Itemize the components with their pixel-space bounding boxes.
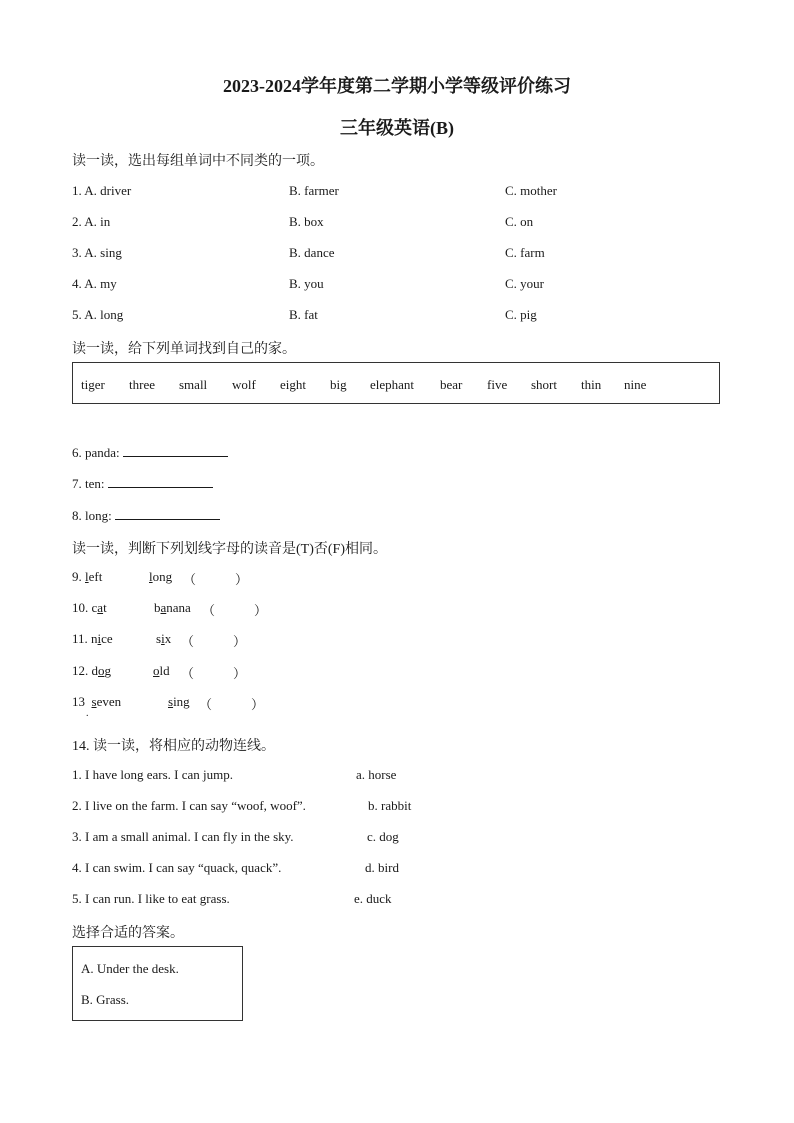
- q4-option-b: B. you: [289, 276, 324, 291]
- q11-word2-underlined: i: [161, 631, 165, 646]
- q8-label: 8. long:: [72, 508, 112, 523]
- q12-word1-underlined: o: [98, 663, 105, 678]
- word-bank-item: tiger: [81, 377, 105, 392]
- match-animal[interactable]: d. bird: [365, 860, 399, 875]
- q11-word1-underlined: i: [97, 631, 102, 646]
- word-bank-item: five: [487, 377, 508, 392]
- q12-word1-prefix: d: [91, 663, 98, 678]
- word-bank-item: bear: [440, 377, 463, 392]
- q13-word2: [168, 694, 190, 710]
- q9-word2: [149, 569, 172, 585]
- q11-word1-prefix: n: [91, 631, 98, 646]
- q9-answer-paren[interactable]: （ ）: [183, 572, 249, 587]
- q11-word1-suffix: ce: [101, 631, 113, 646]
- word-bank-item: wolf: [232, 377, 256, 392]
- page-subtitle: 三年级英语(B): [340, 118, 454, 138]
- q2-option-b: B. box: [289, 214, 324, 229]
- q7-label: 7. ten:: [72, 476, 105, 491]
- answer-option-b[interactable]: B. Grass.: [81, 992, 130, 1007]
- q9-row: [72, 569, 102, 585]
- q10-word1-prefix: c: [91, 600, 98, 615]
- q12-word2: [153, 663, 170, 679]
- q9-word2-suffix: ong: [152, 569, 173, 584]
- q3-option-b: B. dance: [289, 245, 335, 260]
- q5-option-c: C. pig: [505, 307, 537, 322]
- q12-word2-suffix: ld: [159, 663, 170, 678]
- word-bank-box: [72, 362, 720, 404]
- q10-word2-prefix: b: [154, 600, 161, 615]
- q11-row: [72, 631, 113, 647]
- q1-option-a: 1. A. driver: [72, 183, 132, 198]
- q5-option-b: B. fat: [289, 307, 318, 322]
- q13-answer-paren[interactable]: （ ）: [199, 697, 265, 712]
- q7-row: [72, 476, 213, 492]
- q11-word2: [156, 631, 171, 647]
- q13-word1-suffix: even: [96, 694, 122, 709]
- word-bank-item: eight: [280, 377, 306, 392]
- q6-answer-blank[interactable]: [123, 445, 228, 457]
- q11-number: 11.: [72, 631, 88, 646]
- word-bank-item: three: [129, 377, 155, 392]
- match-sentence[interactable]: 5. I can run. I like to eat grass.: [72, 891, 230, 906]
- q13-number-dot: .: [86, 708, 89, 719]
- q2-option-a: 2. A. in: [72, 214, 111, 229]
- q4-option-a: 4. A. my: [72, 276, 117, 291]
- match-sentence[interactable]: 3. I am a small animal. I can fly in the sky.: [72, 829, 294, 844]
- q11-word2-suffix: x: [164, 631, 172, 646]
- word-bank-item: small: [179, 377, 208, 392]
- q7-answer-blank[interactable]: [108, 476, 213, 488]
- q12-word1-suffix: g: [104, 663, 111, 678]
- q10-word2-underlined: a: [160, 600, 167, 615]
- q5-option-a: 5. A. long: [72, 307, 124, 322]
- q8-answer-blank[interactable]: [115, 508, 220, 520]
- answer-option-a[interactable]: A. Under the desk.: [81, 961, 179, 976]
- word-bank-item: nine: [624, 377, 647, 392]
- q13-word2-suffix: ing: [173, 694, 190, 709]
- q6-label: 6. panda:: [72, 445, 120, 460]
- q9-word1-suffix: eft: [88, 569, 103, 584]
- word-bank-item: short: [531, 377, 557, 392]
- q13-word2-underlined: s: [168, 694, 174, 709]
- match-animal[interactable]: b. rabbit: [368, 798, 412, 813]
- q6-row: [72, 445, 228, 461]
- q10-number: 10.: [72, 600, 89, 615]
- part4-instruction: 14. 读一读，将相应的动物连线。: [72, 739, 275, 754]
- answer-options-box: [72, 946, 243, 1021]
- q10-answer-paren[interactable]: （ ）: [202, 603, 268, 618]
- q3-option-a: 3. A. sing: [72, 245, 122, 260]
- q10-word2: [154, 600, 191, 616]
- q13-word1-underlined: s: [91, 694, 97, 709]
- q12-row: [72, 663, 111, 679]
- q13-number: 13: [72, 694, 85, 709]
- q11-answer-paren[interactable]: （ ）: [181, 634, 247, 649]
- part3-instruction: 读一读，判断下列划线字母的读音是(T)否(F)相同。: [72, 542, 387, 557]
- q1-option-b: B. farmer: [289, 183, 339, 198]
- q12-answer-paren[interactable]: （ ）: [181, 666, 247, 681]
- q2-option-c: C. on: [505, 214, 534, 229]
- part5-instruction: 选择合适的答案。: [72, 926, 184, 941]
- match-animal[interactable]: a. horse: [356, 767, 397, 782]
- q10-word1-suffix: t: [103, 600, 107, 615]
- q12-number: 12.: [72, 663, 89, 678]
- match-animal[interactable]: e. duck: [354, 891, 392, 906]
- q4-option-c: C. your: [505, 276, 544, 291]
- q1-option-c: C. mother: [505, 183, 557, 198]
- q10-row: [72, 600, 107, 616]
- q10-word2-suffix: nana: [166, 600, 191, 615]
- match-sentence[interactable]: 4. I can swim. I can say “quack, quack”.: [72, 860, 282, 875]
- q12-word2-underlined: o: [153, 663, 160, 678]
- q8-row: [72, 508, 220, 524]
- q11-word2-prefix: s: [156, 631, 162, 646]
- match-sentence[interactable]: 1. I have long ears. I can jump.: [72, 767, 234, 782]
- match-animal[interactable]: c. dog: [367, 829, 399, 844]
- q10-word1-underlined: a: [97, 600, 104, 615]
- page-title: 2023-2024学年度第二学期小学等级评价练习: [223, 76, 571, 96]
- q9-word2-underlined: l: [149, 569, 153, 584]
- part2-instruction: 读一读，给下列单词找到自己的家。: [72, 342, 296, 357]
- q3-option-c: C. farm: [505, 245, 545, 260]
- q9-word1-underlined: l: [85, 569, 89, 584]
- word-bank-item: big: [330, 377, 347, 392]
- word-bank-item: thin: [581, 377, 602, 392]
- q13-row: [72, 694, 121, 710]
- part1-instruction: 读一读，选出每组单词中不同类的一项。: [72, 154, 324, 169]
- q9-number: 9.: [72, 569, 82, 584]
- word-bank-item: elephant: [370, 377, 415, 392]
- match-sentence[interactable]: 2. I live on the farm. I can say “woof, woof”.: [72, 798, 306, 813]
